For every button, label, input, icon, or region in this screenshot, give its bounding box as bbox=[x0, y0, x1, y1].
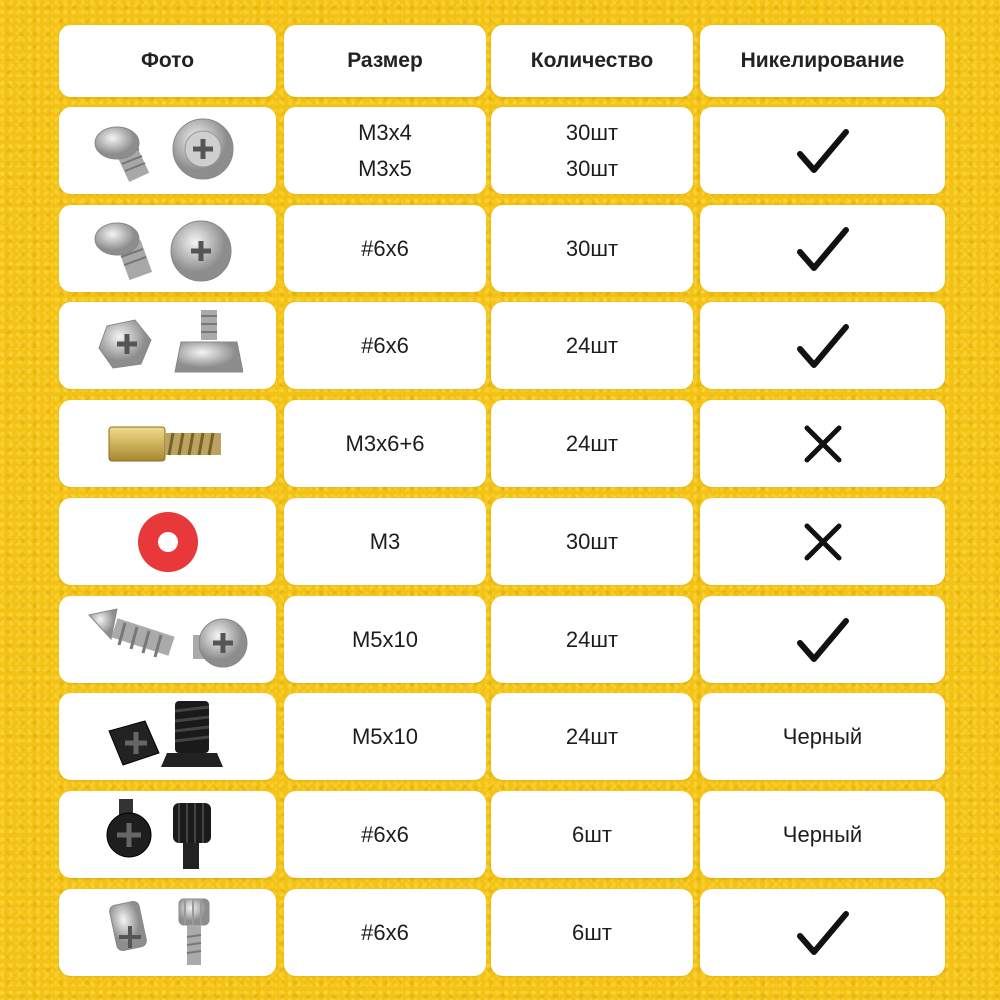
size-cell bbox=[284, 693, 486, 780]
quantity-cell bbox=[491, 205, 693, 292]
check-icon bbox=[796, 615, 850, 665]
size-cell bbox=[284, 302, 486, 389]
size-cell bbox=[284, 107, 486, 194]
quantity-value: 30шт bbox=[565, 155, 619, 181]
quantity-value: 24шт bbox=[565, 626, 619, 652]
quantity-value: 6шт bbox=[572, 821, 612, 847]
size-cell bbox=[284, 498, 486, 585]
size-value: #6x6 bbox=[361, 919, 409, 945]
quantity-cell bbox=[491, 791, 693, 878]
size-value: M3 bbox=[369, 528, 401, 554]
quantity-value: 24шт bbox=[565, 332, 619, 358]
plating-value: Черный bbox=[782, 821, 863, 847]
size-value: M5x10 bbox=[351, 626, 419, 652]
size-cell bbox=[284, 400, 486, 487]
photo-black-thumb-screws bbox=[59, 791, 276, 878]
photo-silver-pan-head-screws bbox=[59, 205, 276, 292]
size-cell bbox=[284, 889, 486, 976]
photo-black-fan-screws bbox=[59, 693, 276, 780]
size-value: M5x10 bbox=[351, 723, 419, 749]
quantity-cell bbox=[491, 889, 693, 976]
plating-cell bbox=[700, 302, 945, 389]
header-photo-label: Фото bbox=[140, 49, 195, 73]
quantity-value: 24шт bbox=[565, 430, 619, 456]
header-quantity-label: Количество bbox=[530, 49, 654, 73]
size-value: M3x5 bbox=[358, 155, 412, 181]
header-size-label: Размер bbox=[347, 49, 423, 73]
plating-cell bbox=[700, 596, 945, 683]
screw-image bbox=[93, 113, 243, 189]
plating-cell bbox=[700, 889, 945, 976]
quantity-cell bbox=[491, 400, 693, 487]
quantity-cell bbox=[491, 302, 693, 389]
photo-red-fiber-washer bbox=[59, 498, 276, 585]
header-plating-label: Никелирование bbox=[740, 49, 905, 73]
plating-cell bbox=[700, 791, 945, 878]
quantity-cell bbox=[491, 596, 693, 683]
header-quantity bbox=[491, 25, 693, 97]
header-photo bbox=[59, 25, 276, 97]
plating-cell bbox=[700, 205, 945, 292]
quantity-value: 30шт bbox=[565, 235, 619, 261]
photo-brass-standoff bbox=[59, 400, 276, 487]
plating-cell bbox=[700, 400, 945, 487]
quantity-cell bbox=[491, 107, 693, 194]
photo-silver-thumb-screws bbox=[59, 889, 276, 976]
size-value: M3x6+6 bbox=[345, 430, 425, 456]
header-size bbox=[284, 25, 486, 97]
header-plating bbox=[700, 25, 945, 97]
check-icon bbox=[796, 908, 850, 958]
check-icon bbox=[796, 224, 850, 274]
photo-silver-fan-screws bbox=[59, 596, 276, 683]
size-value: #6x6 bbox=[361, 235, 409, 261]
photo-silver-washer-head-screws bbox=[59, 107, 276, 194]
size-value: #6x6 bbox=[361, 821, 409, 847]
size-value: #6x6 bbox=[361, 332, 409, 358]
size-value: M3x4 bbox=[358, 120, 412, 146]
quantity-value: 30шт bbox=[565, 528, 619, 554]
quantity-cell bbox=[491, 498, 693, 585]
quantity-cell bbox=[491, 693, 693, 780]
size-cell bbox=[284, 791, 486, 878]
quantity-value: 30шт bbox=[565, 120, 619, 146]
check-icon bbox=[796, 126, 850, 176]
check-icon bbox=[796, 321, 850, 371]
quantity-value: 6шт bbox=[572, 919, 612, 945]
plating-value: Черный bbox=[782, 723, 863, 749]
plating-cell bbox=[700, 693, 945, 780]
photo-silver-hex-washer-screws bbox=[59, 302, 276, 389]
cross-icon bbox=[801, 520, 845, 564]
plating-cell bbox=[700, 498, 945, 585]
cross-icon bbox=[801, 422, 845, 466]
size-cell bbox=[284, 596, 486, 683]
plating-cell bbox=[700, 107, 945, 194]
quantity-value: 24шт bbox=[565, 723, 619, 749]
size-cell bbox=[284, 205, 486, 292]
